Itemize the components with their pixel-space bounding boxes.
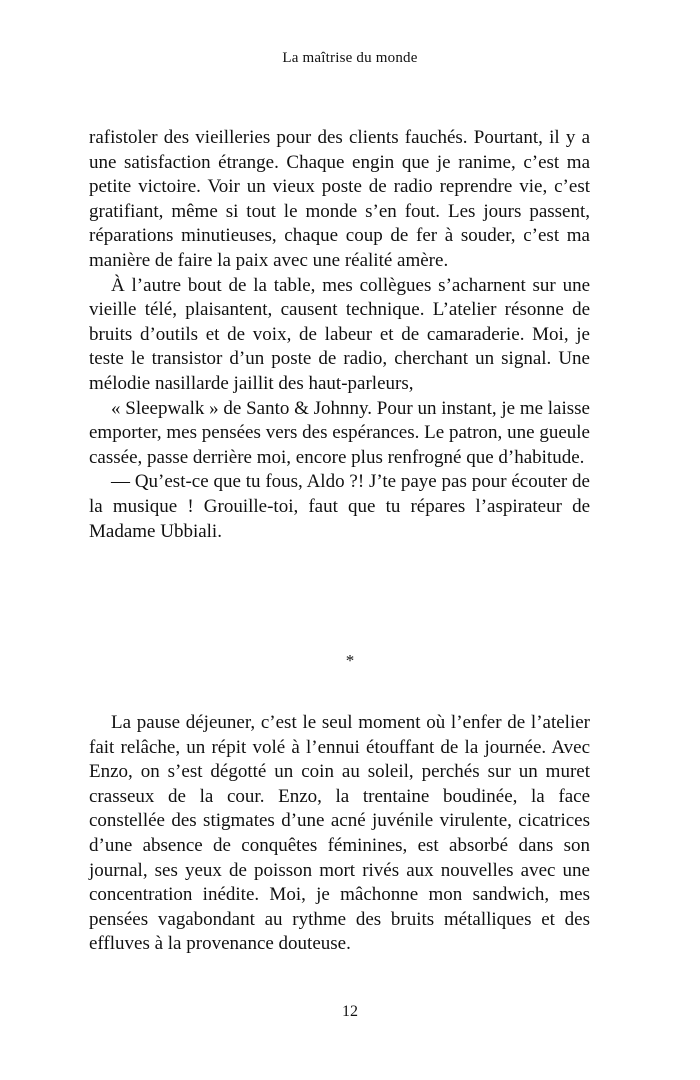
dialogue-paragraph: — Qu’est-ce que tu fous, Aldo ?! J’te paye pas pour écouter de la musique ! Grouille-toi, faut que tu répares l’aspirateur de Madame Ubbiali. bbox=[89, 471, 590, 542]
running-header: La maîtrise du monde bbox=[282, 50, 418, 66]
page-number: 12 bbox=[342, 1003, 358, 1020]
paragraph: La pause déjeuner, c’est le seul moment où l’enfer de l’atelier fait relâche, un répit volé à l’ennui étouffant de la journée. Avec Enzo, on s’est dégotté un coin au soleil, perchés sur un muret crasseux de la cour. Enzo, la trentaine boudinée, la face constellée des stigmates d’une acné juvénile virulente, cicatrices d’une absence de conquêtes féminines, est absorbé dans son journal, ses yeux de poisson mort rivés aux nouvelles avec une concentration inédite. Moi, je mâchonne mon sandwich, mes pensées vagabondant au rythme des bruits métalliques et des effluves à la provenance douteuse. bbox=[89, 712, 590, 955]
paragraph: « Sleepwalk » de Santo & Johnny. Pour un instant, je me laisse emporter, mes pensées vers des espérances. Le patron, une gueule cassée, passe derrière moi, encore plus renfrogné que d’habitude. bbox=[89, 397, 590, 468]
scene-break: * bbox=[345, 651, 355, 670]
main-text-bottom bbox=[89, 711, 590, 957]
paragraph: À l’autre bout de la table, mes collègues s’acharnent sur une vieille télé, plaisantent, causent technique. L’atelier résonne de bruits d’outils et de voix, de labeur et de camaraderie. Moi, je teste le transistor d’un poste de radio, cherchant un signal. Une mélodie nasillarde jaillit des haut-parleurs, bbox=[89, 274, 590, 394]
paragraph-continuation: rafistoler des vieilleries pour des clients fauchés. Pourtant, il y a une satisfaction étrange. Chaque engin que je ranime, c’est ma petite victoire. Voir un vieux poste de radio reprendre vie, c’est gratifiant, même si tout le monde s’en fout. Les jours passent, réparations minutieuses, chaque coup de fer à souder, c’est ma manière de faire la paix avec une réalité amère. bbox=[89, 127, 590, 271]
main-text-top bbox=[89, 126, 590, 544]
